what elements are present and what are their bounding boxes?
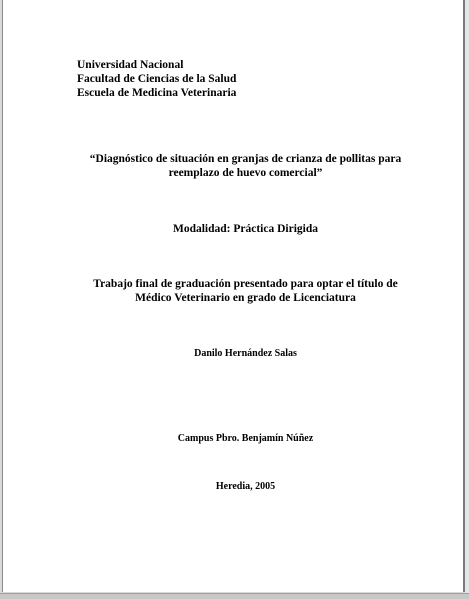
modality: Modalidad: Práctica Dirigida [172,223,318,235]
thesis-title [43,152,448,180]
faculty-name: Facultad de Ciencias de la Salud [77,73,237,85]
document-page [2,0,465,592]
thesis-title-line-1: “Diagnóstico de situación en granjas de crianza de pollitas para [89,153,402,165]
school-name: Escuela de Medicina Veterinaria [77,87,237,99]
purpose-line-1: Trabajo final de graduación presentado para optar el título de [93,278,398,290]
purpose-statement [43,277,448,305]
university-name: Universidad Nacional [77,59,184,71]
institution-header [77,58,236,100]
viewer-bottom-scrollbar[interactable] [0,593,469,599]
viewer-right-edge [465,0,469,593]
purpose-line-2: Médico Veterinario en grado de Licenciatura [135,292,356,304]
author-name: Danilo Hernández Salas [194,348,297,359]
place-and-date: Heredia, 2005 [215,481,276,492]
campus-name: Campus Pbro. Benjamín Núñez [177,433,314,444]
thesis-title-line-2: reemplazo de huevo comercial” [168,167,323,179]
